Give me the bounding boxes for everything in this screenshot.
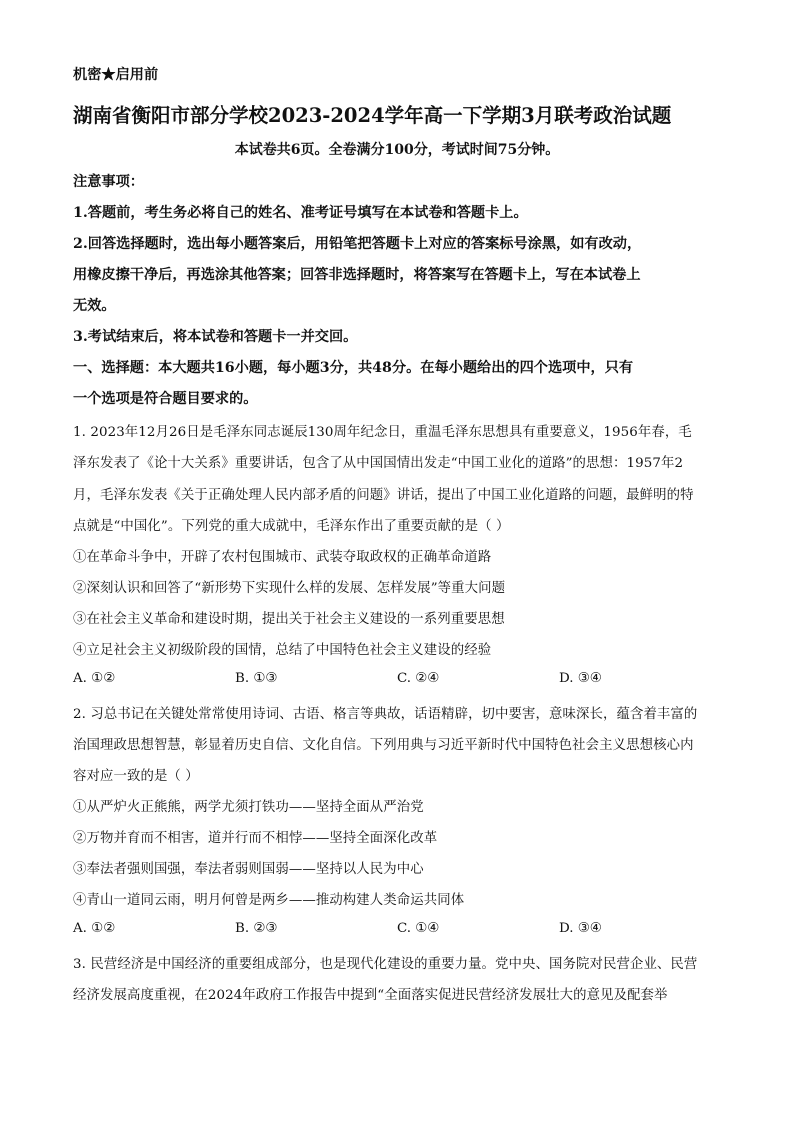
note-2-line-2: 用橡皮擦干净后，再选涂其他答案；回答非选择题时，将答案写在答题卡上，写在本试卷上 [73,267,641,283]
q1-stem-line-1: 1. 2023年12月26日是毛泽东同志诞辰130周年纪念日，重温毛泽东思想具有重要意义，1956年春，毛 [73,425,692,440]
q2-statement-2: ②万物并育而不相害，道并行而不相悖——坚持全面深化改革 [73,831,438,846]
page-title: 湖南省衡阳市部分学校2023-2024学年高一下学期3月联考政治试题 [73,104,672,127]
section-1-line-1: 一、选择题：本大题共16小题，每小题3分，共48分。在每小题给出的四个选项中，只有 [73,360,634,376]
section-1-line-2: 一个选项是符合题目要求的。 [73,391,258,407]
q3-stem-line-1: 3. 民营经济是中国经济的重要组成部分，也是现代化建设的重要力量。党中央、国务院对民营企业、民营 [73,957,698,972]
notes-heading: 注意事项： [73,174,144,190]
q1-statement-1: ①在革命斗争中，开辟了农村包围城市、武装夺取政权的正确革命道路 [73,550,492,565]
q2-stem-line-3: 容对应一致的是（ ） [73,769,199,784]
q1-stem-line-4: 点就是“中国化”。下列党的重大成就中，毛泽东作出了重要贡献的是（ ） [73,519,510,534]
q2-statement-1: ①从严炉火正熊熊，两学尤须打铁功——坚持全面从严治党 [73,800,424,815]
q2-option-c: C. ①④ [397,921,440,936]
q2-option-b: B. ②③ [235,921,278,936]
q1-statement-3: ③在社会主义革命和建设时期，提出关于社会主义建设的一系列重要思想 [73,612,505,627]
q1-option-d: D. ③④ [559,671,602,686]
q1-option-b: B. ①③ [235,671,278,686]
confidential-mark: 机密★启用前 [73,67,159,83]
note-2-line-1: 2.回答选择题时，选出每小题答案后，用铅笔把答题卡上对应的答案标号涂黑，如有改动， [73,236,642,252]
note-2-line-3: 无效。 [73,298,116,314]
q3-stem-line-2: 经济发展高度重视，在2024年政府工作报告中提到“全面落实促进民营经济发展壮大的意见及配套举 [73,988,668,1003]
q2-statement-3: ③奉法者强则国强，奉法者弱则国弱——坚持以人民为中心 [73,862,424,877]
note-1: 1.答题前，考生务必将自己的姓名、准考证号填写在本试卷和答题卡上。 [73,205,528,221]
q1-stem-line-3: 月，毛泽东发表《关于正确处理人民内部矛盾的问题》讲话，提出了中国工业化道路的问题，最鲜明的特 [73,488,694,503]
q2-stem-line-1: 2. 习总书记在关键处常常使用诗词、古语、格言等典故，话语精辟，切中要害，意味深长，蕴含着丰富的 [73,707,698,722]
q2-option-a: A. ①② [73,921,116,936]
q1-stem-line-2: 泽东发表了《论十大关系》重要讲话，包含了从中国国情出发走“中国工业化的道路”的思想：1957年2 [73,456,684,471]
q1-statement-2: ②深刻认识和回答了“新形势下实现什么样的发展、怎样发展”等重大问题 [73,581,506,596]
q2-statement-4: ④青山一道同云雨，明月何曾是两乡——推动构建人类命运共同体 [73,893,465,908]
q2-option-d: D. ③④ [559,921,602,936]
page-subtitle: 本试卷共6页。全卷满分100分，考试时间75分钟。 [234,142,560,158]
q1-option-c: C. ②④ [397,671,440,686]
q2-stem-line-2: 治国理政思想智慧，彰显着历史自信、文化自信。下列用典与习近平新时代中国特色社会主义思想核心内 [73,738,694,753]
q1-option-a: A. ①② [73,671,116,686]
q1-statement-4: ④立足社会主义初级阶段的国情，总结了中国特色社会主义建设的经验 [73,643,492,658]
note-3: 3.考试结束后，将本试卷和答题卡一并交回。 [73,329,358,345]
